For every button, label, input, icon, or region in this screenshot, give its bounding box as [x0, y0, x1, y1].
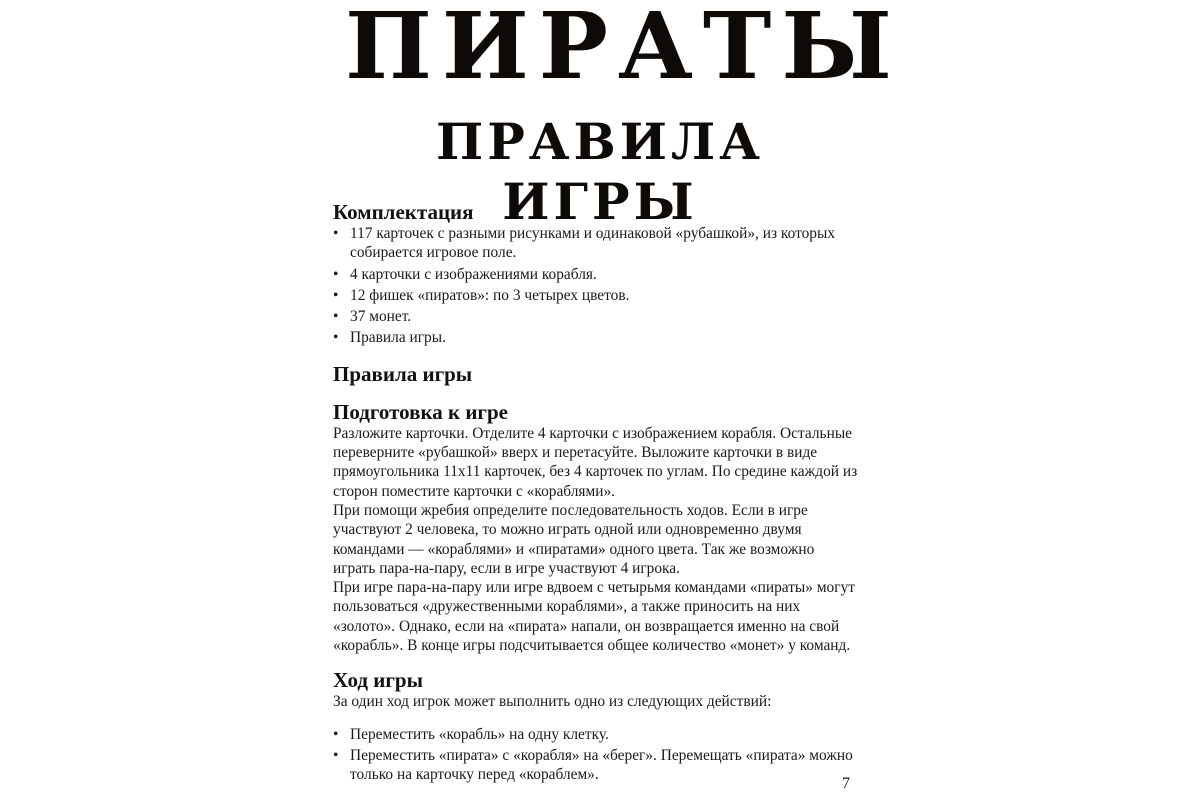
list-item: • Переместить «пирата» с «корабля» на «берег». Перемещать «пирата» можно только на карточку перед «кораблем». [333, 746, 858, 785]
section-heading-contents: Комплектация [333, 200, 474, 224]
list-item: • 4 карточки с изображениями корабля. [333, 265, 858, 284]
list-item: • Правила игры. [333, 328, 858, 347]
list-item: • 12 фишек «пиратов»: по 3 четырех цветов. [333, 286, 858, 305]
section-heading-turn: Ход игры [333, 668, 423, 693]
turn-actions-list [333, 725, 858, 785]
document-body [333, 200, 858, 785]
section-rules [333, 362, 858, 386]
list-item: • 117 карточек с разными рисунками и одинаковой «рубашкой», из которых собирается игровое поле. [333, 224, 858, 263]
document-title: ПИРАТЫ [345, 0, 902, 100]
section-heading-rules: Правила игры [333, 361, 473, 386]
paragraph: При помощи жребия определите последовательность ходов. Если в игре участвуют 2 человека, то можно играть одной или одновременно двумя командами — «кораблями» и «пиратами» одного цвета. Так же возможно играть пара-на-пару, если в игре участвуют 4 игрока. [333, 501, 815, 577]
document-subtitle: ПРАВИЛА ИГРЫ [436, 112, 764, 231]
contents-list [333, 224, 858, 348]
paragraph: За один ход игрок может выполнить одно из следующих действий: [333, 693, 772, 711]
paragraph: Разложите карточки. Отделите 4 карточки с изображением корабля. Остальные переверните «рубашкой» вверх и перетасуйте. Выложите карточки в виде прямоугольника 11x11 карточек, без 4 карточек по углам. По средине каждой из сторон поместите карточки с «кораблями». [333, 424, 858, 500]
paragraph: При игре пара-на-пару или игре вдвоем с четырьмя командами «пираты» могут пользоваться «дружественными кораблями», а также приносить на них «золото». Однако, если на «пирата» напали, он возвращается именно на свой «корабль». В конце игры подсчитывается общее количество «монет» у команд. [333, 579, 855, 655]
page-number: 7 [842, 775, 850, 792]
section-contents [333, 200, 858, 348]
section-turn [333, 668, 858, 784]
section-heading-preparation: Подготовка к игре [333, 399, 508, 424]
list-item: • 37 монет. [333, 307, 858, 326]
section-preparation [333, 400, 858, 656]
list-item: • Переместить «корабль» на одну клетку. [333, 725, 858, 744]
